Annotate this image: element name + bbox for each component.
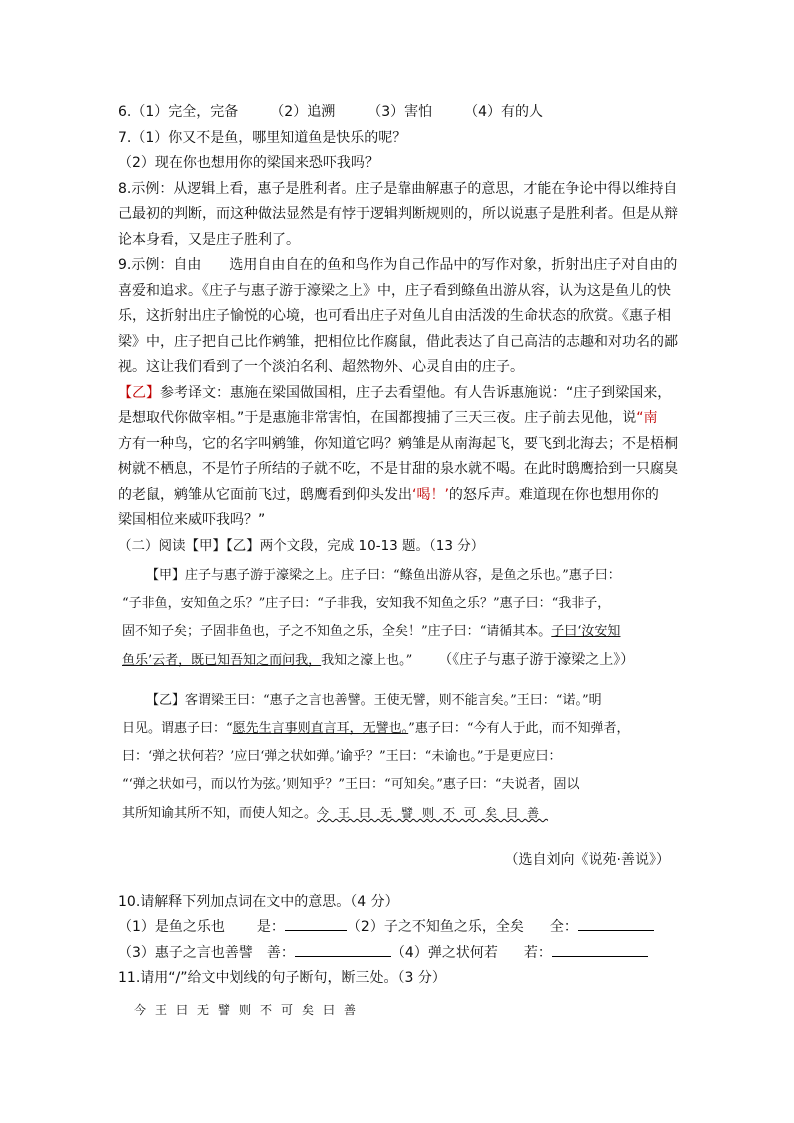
blank-shi-input[interactable] (285, 916, 347, 931)
answer-8-line-3: 论本身看，又是庄子胜利了。 (118, 231, 300, 248)
passage-yi-line-3: 曰：‘弹之状何若？’应曰‘弹之状如弹。’谕乎？”王曰：“未谕也。”于是更应曰： (122, 749, 562, 764)
translation-line-4: 树就不栖息，不是竹子所结的子就不吃，不是甘甜的泉水就不喝。在此时鸱鹰拾到一只腐臭 (118, 461, 678, 477)
answer-8-line-2: 己最初的判断，而这种做法显然是有悖于逻辑判断规则的，所以说惠子是胜利者。但是从辩 (118, 206, 678, 222)
answer-6-item-3: （3）害怕 (367, 104, 433, 120)
passage-jia-source: （《庄子与惠子游于濠梁之上》） (438, 652, 635, 668)
document-page (118, 100, 680, 1024)
question-11-sentence: 今王曰无譬则不可矣曰善 (134, 1002, 366, 1017)
answer-9-line-1: 9.示例：自由 选用自由自在的鱼和鸟作为自己作品中的写作对象，折射出庄子对自由的 (118, 257, 678, 273)
answer-9-line-2: 喜爱和追求。《庄子与惠子游于濠梁之上》中，庄子看到鲦鱼出游从容，认为这是鱼儿的快 (118, 282, 671, 299)
passage-yi-line-5: 其所知谕其所不知，而使人知之。今王曰无譬则不可矣曰善 (122, 806, 549, 821)
answer-6-item-2: （2）追溯 (270, 104, 336, 120)
answer-9-line-4: 梁》中，庄子把自己比作鹓雏，把相位比作腐鼠，借此表达了自己高洁的志趣和对功名的鄙 (118, 333, 678, 350)
passage-yi-wavy-sentence: 今王曰无譬则不可矣曰善 (317, 806, 549, 820)
answer-6-item-1: （1）完全，完备 (131, 104, 239, 120)
translation-line-5: 的老鼠，鹓雏从它面前飞过，鸱鹰看到仰头发出‘喝！’的怒斥声。难道现在你也想用你的 (118, 486, 659, 503)
answer-7-line-2: （2）现在你也想用你的梁国来恐吓我吗？ (118, 155, 379, 171)
question-11-title: 11.请用“/”给文中划线的句子断句，断三处。（3 分） (118, 970, 446, 986)
blank-ruo-input[interactable] (552, 942, 648, 957)
passage-yi-underline: 愿先生言事则直言耳，无譬也。 (232, 721, 409, 736)
blank-shan-input[interactable] (295, 942, 391, 957)
passage-jia-underline-1: 子曰‘汝安知 (551, 624, 621, 639)
passage-jia (118, 562, 680, 590)
passage-jia-line-1: 【甲】庄子与惠子游于濠梁之上。庄子曰：“鲦鱼出游从容，是鱼之乐也。”惠子曰： (146, 568, 621, 583)
section-2-heading: （二）阅读【甲】【乙】两个文段，完成 10-13 题。（13 分） (118, 537, 485, 554)
passage-yi (118, 687, 680, 715)
question-10-row-2: （3）惠子之言也善譬 善： （4）弹之状何若 若： (118, 941, 680, 967)
translation-tag: 【乙】 (118, 384, 160, 401)
answer-9-line-3: 乐，这折射出庄子愉悦的心境，也可看出庄子对鱼儿自由活泼的生命状态的欣赏。《惠子相 (118, 308, 671, 324)
passage-jia-line-4: 鱼乐’云者，既已知吾知之而问我，我知之濠上也。” （《庄子与惠子游于濠梁之上》） (122, 652, 635, 668)
passage-jia-underline-2: 鱼乐’云者，既已知吾知之而问我， (122, 653, 322, 668)
answer-7-line-1: 7.（1）你又不是鱼，哪里知道鱼是快乐的呢？ (118, 129, 407, 146)
passage-yi-line-2: 日见。谓惠子曰：“愿先生言事则直言耳，无譬也。”惠子曰：“今有人于此，而不知弹者， (122, 721, 630, 736)
passage-jia-line-2: “子非鱼，安知鱼之乐？”庄子曰：“子非我，安知我不知鱼之乐？”惠子曰：“我非子， (122, 596, 611, 611)
answer-8-line-1: 8.示例：从逻辑上看，惠子是胜利者。庄子是靠曲解惠子的意思，才能在争论中得以维持自 (118, 180, 678, 197)
translation-line-1: 【乙】参考译文：惠施在梁国做国相，庄子去看望他。有人告诉惠施说：“庄子到梁国来， (118, 384, 672, 401)
translation-line-6: 梁国相位来威吓我吗？” (118, 512, 266, 528)
answer-6: 6.（1）完全，完备 （2）追溯 （3）害怕 （4）有的人 (118, 104, 544, 120)
translation-line-3: 方有一种鸟，它的名字叫鹓雏，你知道它吗？鹓雏是从南海起飞，要飞到北海去；不是梧桐 (118, 435, 678, 452)
passage-yi-line-1: 【乙】客谓梁王曰：“惠子之言也善譬。王使无譬，则不能言矣。”王曰：“诺。”明 (146, 693, 602, 708)
answer-9-line-5: 视。这让我们看到了一个淡泊名利、超然物外、心灵自由的庄子。 (118, 359, 524, 375)
passage-jia-line-3: 固不知子矣；子固非鱼也，子之不知鱼之乐，全矣！”庄子曰：“请循其本。子曰‘汝安知 (122, 624, 621, 639)
question-10-row-1: （1）是鱼之乐也 是： （2）子之不知鱼之乐，全矣 全： (118, 915, 680, 941)
answer-6-item-4: （4）有的人 (464, 104, 544, 120)
question-10-title: 10.请解释下列加点词在文中的意思。（4 分） (118, 893, 399, 910)
translation-line-2: 是想取代你做宰相。”于是惠施非常害怕，在国都搜捕了三天三夜。庄子前去见他，说“南 (118, 410, 658, 426)
passage-yi-line-4: “‘弹之状如弓，而以竹为弦。’则知乎？”王曰：“可知矣。”惠子曰：“夫说者，固以 (122, 777, 580, 792)
blank-quan-input[interactable] (578, 916, 654, 931)
passage-yi-source: （选自刘向《说苑·善说》） (504, 852, 670, 868)
